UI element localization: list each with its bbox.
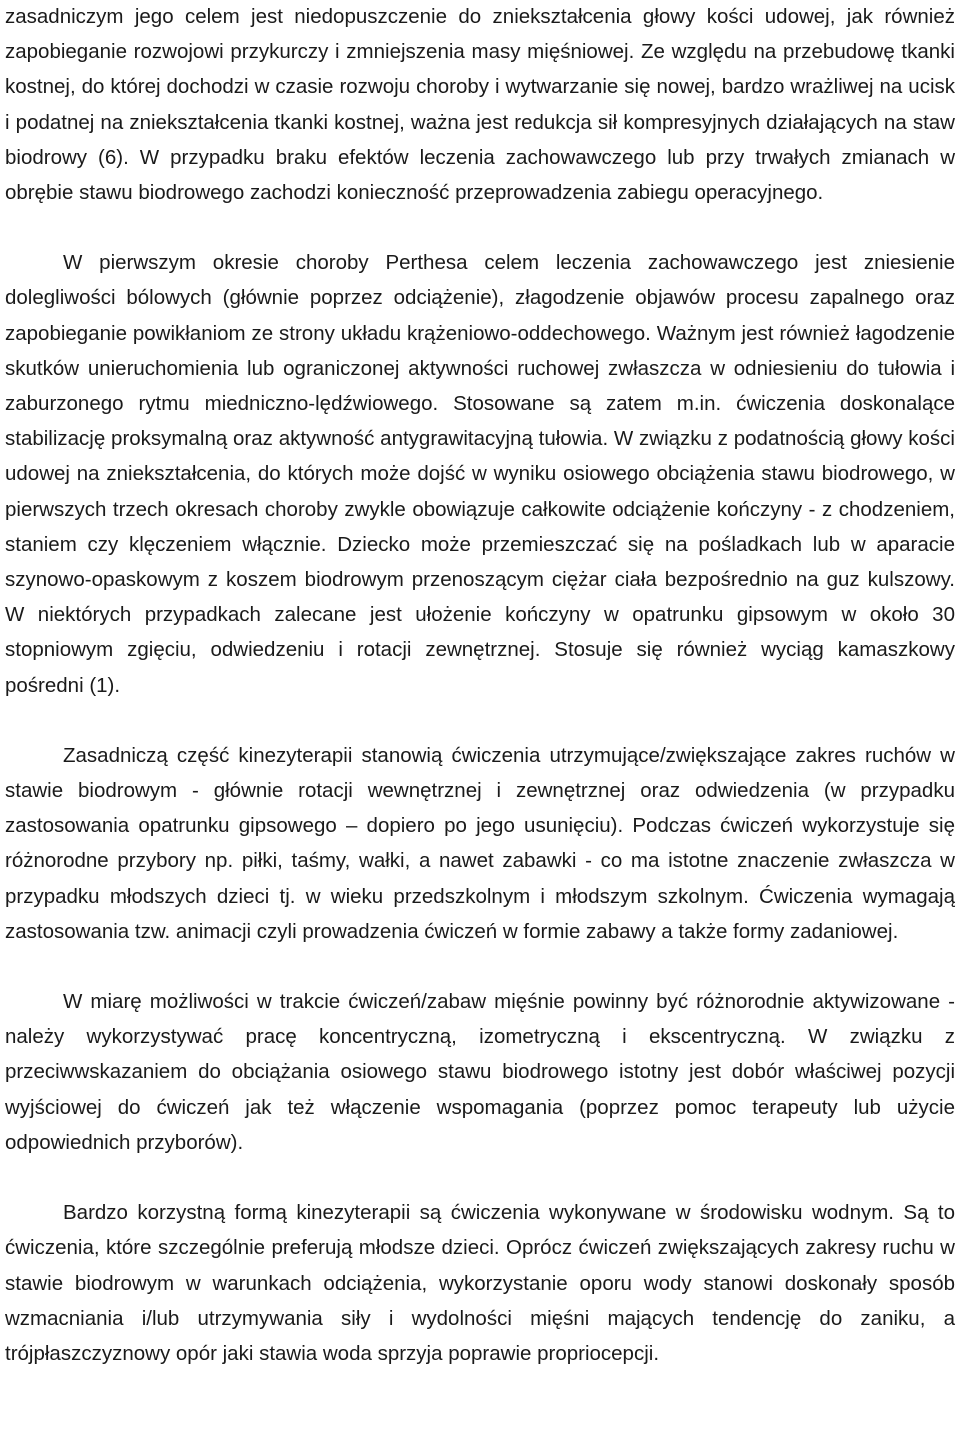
paragraph-2: W pierwszym okresie choroby Perthesa celem leczenia zachowawczego jest zniesienie dolegliwości bólowych (głównie poprzez odciążenie), złagodzenie objawów procesu zapalnego oraz zapobieganie powikłaniom ze strony układu krążeniowo-oddechowego. Ważnym jest również łagodzenie skutków unieruchomienia lub ograniczonej aktywności ruchowej zwłaszcza w odniesieniu do tułowia i zaburzonego rytmu miedniczno-lędźwiowego. Stosowane są zatem m.in. ćwiczenia doskonalące stabilizację proksymalną oraz aktywność antygrawitacyjną tułowia. W związku z podatnością głowy kości udowej na zniekształcenia, do których może dojść w wyniku osiowego obciążenia stawu biodrowego, w pierwszych trzech okresach choroby zwykle obowiązuje całkowite odciążenie kończyny - z chodzeniem, staniem czy klęczeniem włącznie. Dziecko może przemieszczać się na pośladkach lub w aparacie szynowo-opaskowym z koszem biodrowym przenoszącym ciężar ciała bezpośrednio na guz kulszowy. W niektórych przypadkach zalecane jest ułożenie kończyny w opatrunku gipsowym w około 30 stopniowym zgięciu, odwiedzeniu i rotacji zewnętrznej. Stosuje się również wyciąg kamaszkowy pośredni (1). (5, 251, 955, 697)
paragraph-1: zasadniczym jego celem jest niedopuszczenie do zniekształcenia głowy kości udowej, jak również zapobieganie rozwojowi przykurczy i zmniejszenia masy mięśniowej. Ze względu na przebudowę tkanki kostnej, do której dochodzi w czasie rozwoju choroby i wytwarzanie się nowej, bardzo wrażliwej na ucisk i podatnej na zniekształcenia tkanki kostnej, ważna jest redukcja sił kompresyjnych działających na staw biodrowy (6). W przypadku braku efektów leczenia zachowawczego lub przy trwałych zmianach w obrębie stawu biodrowego zachodzi konieczność przeprowadzenia zabiegu operacyjnego. (5, 5, 955, 205)
paragraph-5: Bardzo korzystną formą kinezyterapii są ćwiczenia wykonywane w środowisku wodnym. Są to ćwiczenia, które szczególnie preferują młodsze dzieci. Oprócz ćwiczeń zwiększających zakresy ruchu w stawie biodrowym w warunkach odciążenia, wykorzystanie oporu wody stanowi doskonały sposób wzmacniania i/lub utrzymywania siły i wydolności mięśni mających tendencję do zaniku, a trójpłaszczyznowy opór jaki stawia woda sprzyja poprawie propriocepcji. (5, 1201, 955, 1365)
paragraph-3: Zasadniczą część kinezyterapii stanowią ćwiczenia utrzymujące/zwiększające zakres ruchów w stawie biodrowym - głównie rotacji wewnętrznej i zewnętrznej oraz odwiedzenia (w przypadku zastosowania opatrunku gipsowego – dopiero po jego usunięciu). Podczas ćwiczeń wykorzystuje się różnorodne przybory np. piłki, taśmy, wałki, a nawet zabawki - co ma istotne znaczenie zwłaszcza w przypadku młodszych dzieci tj. w wieku przedszkolnym i młodszym szkolnym. Ćwiczenia wymagają zastosowania tzw. animacji czyli prowadzenia ćwiczeń w formie zabawy a także formy zadaniowej. (5, 743, 955, 943)
document-page (5, 0, 955, 1371)
paragraph-4: W miarę możliwości w trakcie ćwiczeń/zabaw mięśnie powinny być różnorodnie aktywizowane - należy wykorzystywać pracę koncentryczną, izometryczną i ekscentryczną. W związku z przeciwwskazaniem do obciążania osiowego stawu biodrowego istotny jest dobór właściwej pozycji wyjściowej do ćwiczeń jak też włączenie wspomagania (poprzez pomoc terapeuty lub użycie odpowiednich przyborów). (5, 990, 955, 1154)
